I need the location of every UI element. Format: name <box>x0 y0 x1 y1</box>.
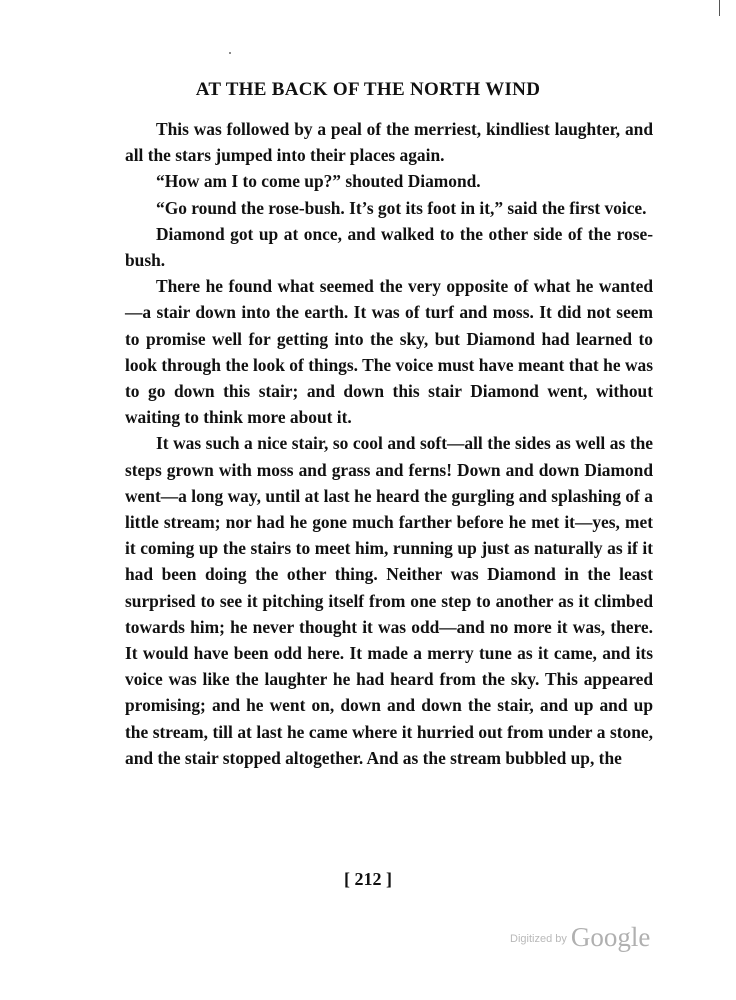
running-head: AT THE BACK OF THE NORTH WIND <box>195 79 541 100</box>
paragraph: “How am I to come up?” shouted Diamond. <box>156 171 481 192</box>
watermark-brand: Google <box>570 922 651 952</box>
body-text <box>125 116 653 771</box>
scan-edge-mark <box>719 0 720 16</box>
paragraph: There he found what seemed the very opposite of what he wanted—a stair down into the earth. It was of turf and moss. It did not seem to promise well for getting into the sky, but Diamond had learned to look through the look of things. The voice must have meant that he was to go down this stair; and down this stair Diamond went, without waiting to think more about it. <box>125 276 653 428</box>
paragraph: It was such a nice stair, so cool and soft—all the sides as well as the steps grown with moss and grass and ferns! Down and down Diamond went—a long way, until at last he heard the gurgling and splashing of a little stream; nor had he gone much farther before he met it—yes, met it coming up the stairs to meet him, running up just as naturally as if it had been doing the other thing. Neither was Diamond in the least surprised to see it pitching itself from one step to another as it climbed towards him; he never thought it was odd—and no more it was, there. It would have been odd here. It made a merry tune as it came, and its voice was like the laughter he had heard from the sky. This appeared promising; and he went on, down and down the stair, and up and up the stream, till at last he came where it hurried out from under a stone, and the stair stopped altogether. And as the stream bubbled up, the <box>125 433 653 768</box>
paragraph: This was followed by a peal of the merriest, kindliest laughter, and all the stars jumped into their places again. <box>125 119 653 166</box>
watermark-prefix: Digitized by <box>510 933 567 945</box>
page-number: [ 212 ] <box>344 869 392 889</box>
paragraph: Diamond got up at once, and walked to the other side of the rose-bush. <box>125 223 653 271</box>
digitized-by-watermark <box>510 922 650 953</box>
scan-speck <box>229 52 231 54</box>
paragraph: “Go round the rose-bush. It’s got its foot in it,” said the first voice. <box>156 197 647 218</box>
